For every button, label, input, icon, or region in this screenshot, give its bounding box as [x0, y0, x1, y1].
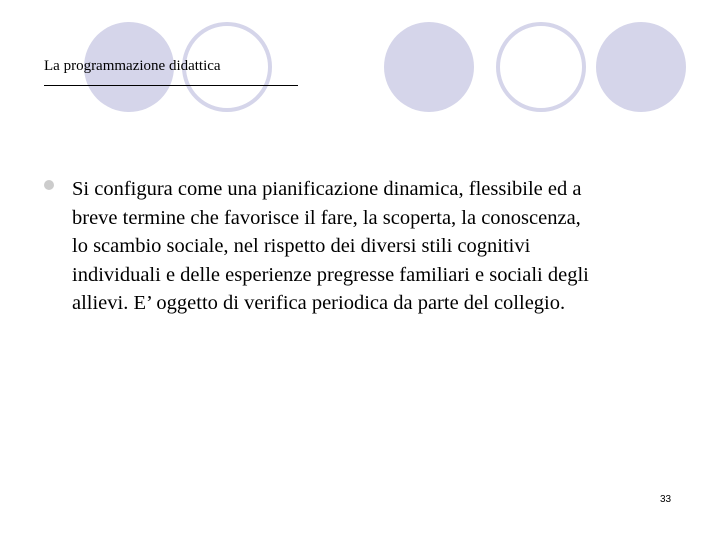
bullet-line: individuali e delle esperienze pregresse familiari e sociali degli [72, 263, 589, 286]
bullet-line: breve termine che favorisce il fare, la scoperta, la conoscenza, [72, 206, 581, 229]
bullet-dot-icon [44, 180, 54, 190]
bullet-text [72, 175, 702, 318]
bullet-line: lo scambio sociale, nel rispetto dei diversi stili cognitivi [72, 235, 531, 257]
slide-title: La programmazione didattica [44, 58, 221, 74]
title-underline [44, 85, 298, 86]
bullet-line: Si configura come una pianificazione dinamica, flessibile ed a [72, 178, 582, 200]
decorative-circle-2 [384, 22, 474, 112]
page-number: 33 [660, 494, 672, 505]
decorative-circle-3 [596, 22, 686, 112]
decorative-ring-2 [496, 22, 586, 112]
bullet-line: allievi. E’ oggetto di verifica periodica da parte del collegio. [72, 292, 566, 314]
